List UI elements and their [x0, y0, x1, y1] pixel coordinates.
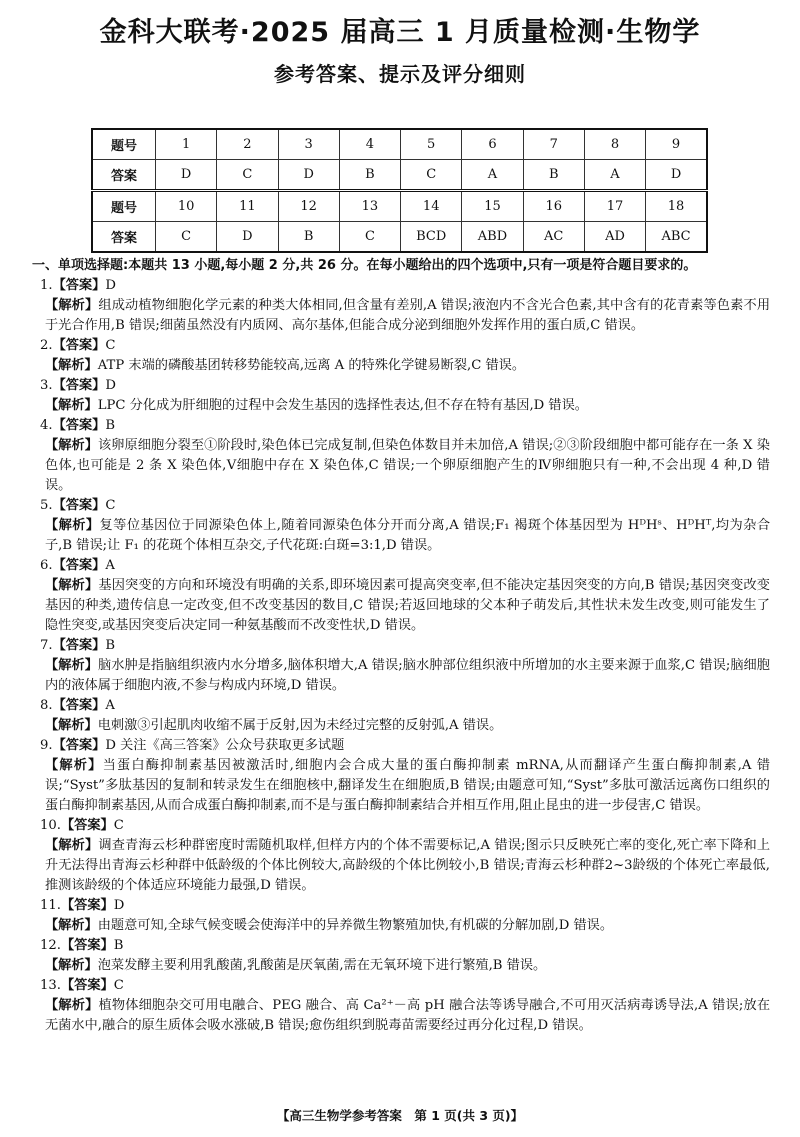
answer-line: [32, 496, 770, 516]
page-title: 金科大联考·2025 届高三 1 月质量检测·生物学: [99, 17, 701, 48]
explanation-tag: 【解析】: [45, 578, 99, 593]
answer-value: C: [105, 498, 116, 513]
answer-line: [32, 636, 770, 656]
answer-value: C: [113, 818, 124, 833]
answer-value: A: [105, 698, 115, 713]
answer-tag: 【答案】: [52, 378, 106, 393]
explanation-body: 由题意可知,全球气候变暖会使海洋中的异养微生物繁殖加快,有机碳的分解加剧,D 错误。: [97, 918, 614, 933]
table-cell: AC: [523, 222, 584, 253]
answer-tag: 【答案】: [60, 898, 114, 913]
explanation-body: ATP 末端的磷酸基团转移势能较高,远离 A 的特殊化学键易断裂,C 错误。: [97, 358, 526, 373]
promo-note: 关注《高三答案》公众号获取更多试题: [120, 738, 345, 753]
table-cell: D: [156, 160, 217, 191]
explanation-text: [32, 356, 770, 376]
answer-line: [32, 936, 770, 956]
table-cell: ABD: [462, 222, 523, 253]
table-cell: B: [278, 222, 339, 253]
table-cell: 12: [278, 191, 339, 222]
answer-label: 答案: [92, 160, 156, 191]
table-cell: 16: [523, 191, 584, 222]
explanation-text: [32, 656, 770, 696]
answer-row-1: [92, 160, 707, 191]
explanation-tag: 【解析】: [45, 398, 98, 413]
table-cell: 9: [646, 129, 707, 160]
explanation-tag: 【解析】: [45, 998, 99, 1013]
table-cell: B: [523, 160, 584, 191]
explanation-body: 植物体细胞杂交可用电融合、PEG 融合、高 Ca²⁺－高 pH 融合法等诱导融合,不可用灭活病毒诱导法,A 错误;放在无菌水中,融合的原生质体会吸水涨破,B 错误;愈伤组织到脱毒苗需要经过再分化过程,D 错误。: [45, 998, 771, 1033]
answer-line: [32, 336, 770, 356]
explanation-tag: 【解析】: [45, 438, 99, 453]
page-subtitle: 参考答案、提示及评分细则: [274, 62, 526, 86]
answer-value: D: [105, 278, 116, 293]
answer-value: C: [105, 338, 116, 353]
answer-value: B: [105, 638, 116, 653]
explanation-text: [32, 576, 770, 636]
answer-tag: 【答案】: [60, 978, 114, 993]
table-cell: 8: [584, 129, 645, 160]
explanation-tag: 【解析】: [45, 958, 98, 973]
explanation-tag: 【解析】: [45, 838, 99, 853]
explanation-body: 复等位基因位于同源染色体上,随着同源染色体分开而分离,A 错误;F₁ 褐斑个体基因型为 HᴰHˢ、HᴰHᵀ,均为杂合子,B 错误;让 F₁ 的花斑个体相互杂交,子代花斑:白斑=3:1,D 错误。: [45, 518, 771, 553]
answer-value: D: [105, 378, 116, 393]
section-heading: 一、单项选择题:本题共 13 小题,每小题 2 分,共 26 分。在每小题给出的四个选项中,只有一项是符合题目要求的。: [32, 258, 697, 273]
table-cell: 13: [339, 191, 400, 222]
explanation-text: [32, 716, 770, 736]
explanation-tag: 【解析】: [45, 918, 98, 933]
table-cell: D: [217, 222, 278, 253]
table-cell: C: [401, 160, 462, 191]
table-cell: 7: [523, 129, 584, 160]
answer-value: B: [105, 418, 116, 433]
question-number-row-1: [92, 129, 707, 160]
table-cell: BCD: [401, 222, 462, 253]
table-cell: 17: [584, 191, 645, 222]
explanation-text: [32, 296, 770, 336]
question-number: 7.: [40, 638, 53, 653]
answer-line: [32, 276, 770, 296]
explanation-body: 当蛋白酶抑制素基因被激活时,细胞内会合成大量的蛋白酶抑制素 mRNA,从而翻译产生蛋白酶抑制素,A 错误;“Syst”多肽基因的复制和转录发生在细胞核中,翻译发生在细胞质,B 错误;由题意可知,“Syst”多肽可激活远离伤口组织的蛋白酶抑制素基因,从而合成蛋白酶抑制素,而不是与蛋白酶抑制素结合并相互作用,阻止昆虫的进一步侵害,C 错误。: [45, 758, 771, 813]
answer-tag: 【答案】: [60, 818, 114, 833]
explanation-text: [32, 956, 770, 976]
answer-value: D: [113, 898, 125, 913]
question-number: 2.: [40, 338, 53, 353]
table-cell: C: [339, 222, 400, 253]
question-number: 13.: [40, 978, 61, 993]
explanation-tag: 【解析】: [45, 518, 100, 533]
table-cell: 6: [462, 129, 523, 160]
explanation-body: 脑水肿是指脑组织液内水分增多,脑体积增大,A 错误;脑水肿部位组织液中所增加的水主要来源于血浆,C 错误;脑细胞内的液体属于细胞内液,不参与构成内环境,D 错误。: [45, 658, 770, 693]
answer-label: 答案: [92, 222, 156, 253]
table-cell: A: [462, 160, 523, 191]
table-cell: 14: [401, 191, 462, 222]
explanation-body: 电刺激③引起肌肉收缩不属于反射,因为未经过完整的反射弧,A 错误。: [97, 718, 503, 733]
explanation-tag: 【解析】: [45, 758, 103, 773]
explanation-body: 该卵原细胞分裂至①阶段时,染色体已完成复制,但染色体数目并未加倍,A 错误;②③阶段细胞中都可能存在一条 X 染色体,也可能是 2 条 X 染色体,Ⅴ细胞中存在 X 染色体,C 错误;一个卵原细胞产生的Ⅳ卵细胞只有一种,不会出现 4 种,D 错误。: [45, 438, 770, 493]
answer-line: [32, 976, 770, 996]
answer-tag: 【答案】: [52, 638, 106, 653]
table-cell: 10: [156, 191, 217, 222]
table-cell: AD: [584, 222, 645, 253]
explanation-tag: 【解析】: [45, 358, 98, 373]
answer-line: [32, 696, 770, 716]
answer-line: [32, 556, 770, 576]
table-cell: C: [156, 222, 217, 253]
explanation-text: [32, 836, 770, 896]
explanation-text: [32, 516, 770, 556]
table-cell: 1: [156, 129, 217, 160]
question-number-row-2: [92, 191, 707, 222]
answer-tag: 【答案】: [52, 498, 106, 513]
question-number: 1.: [40, 278, 53, 293]
table-cell: C: [217, 160, 278, 191]
question-number: 3.: [40, 378, 53, 393]
table-cell: ABC: [646, 222, 707, 253]
explanation-body: LPC 分化成为肝细胞的过程中会发生基因的选择性表达,但不存在特有基因,D 错误。: [97, 398, 588, 413]
answer-value: A: [105, 558, 115, 573]
answer-value: D: [105, 738, 116, 753]
answer-tag: 【答案】: [52, 278, 106, 293]
answer-line: [32, 736, 770, 756]
table-cell: 15: [462, 191, 523, 222]
answer-tag: 【答案】: [52, 738, 106, 753]
explanation-body: 调查青海云杉种群密度时需随机取样,但样方内的个体不需要标记,A 错误;图示只反映死亡率的变化,死亡率下降和上升无法得出青海云杉种群中低龄级的个体比例较大,高龄级的个体比例较小,B 错误;青海云杉种群2~3龄级的个体死亡率最低,推测该龄级的个体适应环境能力最强,D 错误。: [45, 838, 771, 893]
answer-line: [32, 416, 770, 436]
explanation-text: [32, 436, 770, 496]
answer-value: B: [113, 938, 124, 953]
question-number: 11.: [40, 898, 61, 913]
table-cell: A: [584, 160, 645, 191]
question-number-label: 题号: [92, 129, 156, 160]
table-cell: B: [339, 160, 400, 191]
table-cell: 18: [646, 191, 707, 222]
question-number-label: 题号: [92, 191, 156, 222]
question-number: 4.: [40, 418, 53, 433]
question-number: 6.: [40, 558, 53, 573]
explanation-body: 泡菜发酵主要利用乳酸菌,乳酸菌是厌氧菌,需在无氧环境下进行繁殖,B 错误。: [97, 958, 547, 973]
answer-tag: 【答案】: [52, 418, 106, 433]
question-number: 10.: [40, 818, 61, 833]
explanation-text: [32, 396, 770, 416]
table-cell: D: [278, 160, 339, 191]
question-number: 9.: [40, 738, 53, 753]
answer-tag: 【答案】: [52, 558, 106, 573]
answer-line: [32, 896, 770, 916]
question-number: 5.: [40, 498, 53, 513]
table-cell: 11: [217, 191, 278, 222]
table-cell: D: [646, 160, 707, 191]
question-number: 8.: [40, 698, 53, 713]
answer-line: [32, 376, 770, 396]
answer-row-2: [92, 222, 707, 253]
answer-tag: 【答案】: [52, 338, 106, 353]
explanation-text: [32, 916, 770, 936]
answer-table: [91, 128, 708, 253]
answer-tag: 【答案】: [60, 938, 114, 953]
table-cell: 4: [339, 129, 400, 160]
explanation-body: 组成动植物细胞化学元素的种类大体相同,但含量有差别,A 错误;液泡内不含光合色素,其中含有的花青素等色素不用于光合作用,B 错误;细菌虽然没有内质网、高尔基体,但能合成分泌到细胞外发挥作用的蛋白质,C 错误。: [45, 298, 771, 333]
answer-line: [32, 816, 770, 836]
explanation-tag: 【解析】: [45, 658, 98, 673]
explanation-tag: 【解析】: [45, 298, 99, 313]
table-cell: 5: [401, 129, 462, 160]
explanation-tag: 【解析】: [45, 718, 98, 733]
table-cell: 2: [217, 129, 278, 160]
answer-content: [32, 256, 770, 1036]
explanation-text: [32, 996, 770, 1036]
question-number: 12.: [40, 938, 61, 953]
explanation-text: [32, 756, 770, 816]
page-footer: 【高三生物学参考答案 第 1 页(共 3 页)】: [276, 1108, 524, 1123]
answer-tag: 【答案】: [52, 698, 106, 713]
answer-value: C: [113, 978, 124, 993]
explanation-body: 基因突变的方向和环境没有明确的关系,即环境因素可提高突变率,但不能决定基因突变的方向,B 错误;基因突变改变基因的种类,遗传信息一定改变,但不改变基因的数目,C 错误;若返回地球的父本种子萌发后,其性状未发生改变,则可能发生了隐性突变,或基因突变后决定同一种氨基酸而不改变性状,D 错误。: [45, 578, 770, 633]
table-cell: 3: [278, 129, 339, 160]
